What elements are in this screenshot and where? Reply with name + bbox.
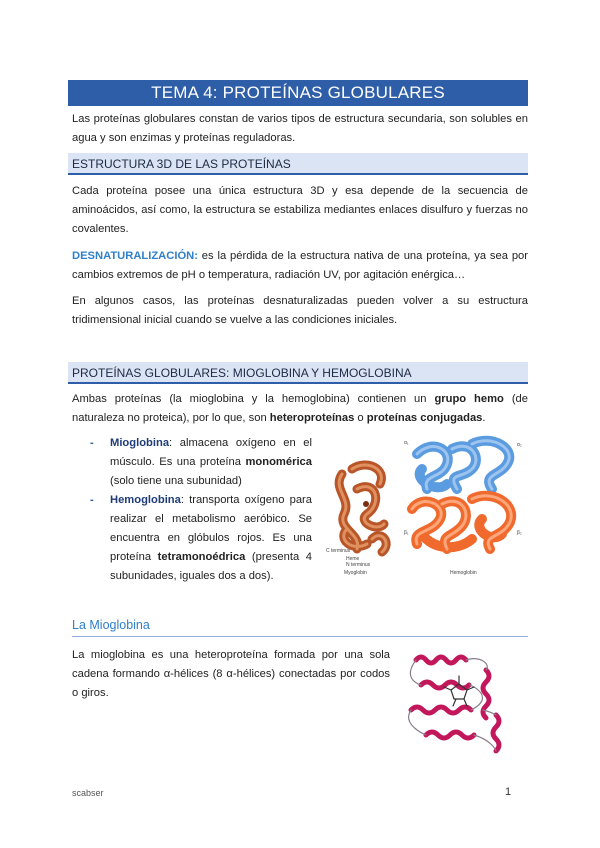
- term-heteroproteinas: heteroproteínas: [269, 412, 355, 424]
- hemoglobin-structure-icon: [412, 441, 511, 549]
- text-fragment: : almacena oxígeno en el músculo. Es una proteína: [110, 437, 312, 468]
- intro-paragraph: Las proteínas globulares constan de varios tipos de estructura secundaria, son solubles en agua y son enzimas y proteínas reguladoras.: [72, 113, 528, 144]
- subsection-heading-mioglobina: La Mioglobina: [72, 618, 528, 637]
- term-grupo-hemo: grupo hemo: [434, 393, 504, 405]
- label-n-terminus: N terminus: [346, 562, 371, 568]
- term-proteinas-conjugadas: proteínas conjugadas: [366, 412, 483, 424]
- text-fragment: (solo tiene una subunidad): [110, 475, 242, 487]
- paragraph-desnaturalizacion: [72, 247, 528, 285]
- paragraph-estructura-3d: Cada proteína posee una única estructura 3D y esa depende de la secuencia de aminoácidos, así como, la estructura se estabiliza mediantes enlaces disulfuro y fuerzas no covalentes.: [72, 185, 528, 235]
- paragraph-renaturalizacion: En algunos casos, las proteínas desnaturalizadas pueden volver a su estructura tridimensional inicial cuando se vuelve a las condiciones iniciales.: [72, 295, 528, 326]
- bullet-dash: -: [90, 437, 94, 449]
- desnaturalizacion-text: es la pérdida de la estructura nativa de una proteína, ya sea por cambios extremos de pH o temperatura, radiación UV, por agitación enérgica…: [72, 250, 528, 281]
- section-heading-mioglobina-hemoglobina: PROTEÍNAS GLOBULARES: MIOGLOBINA Y HEMOGLOBINA: [68, 362, 528, 384]
- text-fragment: (de naturaleza no proteica), por lo que, son: [72, 393, 529, 424]
- text-fragment: : transporta oxígeno para realizar el metabolismo aeróbico. Se encuentra en glóbulos rojos. Es una proteína: [110, 494, 312, 563]
- page-title: TEMA 4: PROTEÍNAS GLOBULARES: [68, 80, 528, 106]
- bullet-hemoglobina: [90, 491, 312, 586]
- label-alpha1: α₁: [404, 440, 409, 446]
- myoglobin-hemoglobin-figure: [322, 434, 528, 580]
- label-hemoglobin: Hemoglobin: [450, 570, 477, 576]
- paragraph-mioglobina: La mioglobina es una heteroproteína formada por una sola cadena formando α-hélices (8 α-hélices) conectadas por codos o giros.: [72, 649, 390, 699]
- term-tetramonoedrica: tetramonoédrica: [157, 551, 246, 563]
- term-monomerica: monomérica: [245, 456, 312, 468]
- text-fragment: .: [482, 412, 486, 424]
- label-beta1: β₁: [404, 530, 409, 536]
- label-alpha2: α₂: [517, 442, 522, 448]
- bullet-dash: -: [90, 494, 94, 506]
- section-heading-estructura-3d: ESTRUCTURA 3D DE LAS PROTEÍNAS: [68, 153, 528, 175]
- label-beta2: β₂: [517, 530, 522, 536]
- term-hemoglobina: Hemoglobina: [110, 494, 181, 506]
- footer-author: scabser: [72, 788, 104, 798]
- bullet-list: [90, 434, 312, 586]
- page-number: 1: [505, 786, 512, 798]
- myoglobin-structure-icon: [339, 465, 386, 552]
- label-heme: Heme: [346, 556, 360, 562]
- term-desnaturalizacion: DESNATURALIZACIÓN:: [72, 250, 198, 262]
- text-fragment: Ambas proteínas (la mioglobina y la hemoglobina) contienen un: [72, 393, 435, 405]
- text-fragment: o: [354, 412, 367, 424]
- bullet-mioglobina: [90, 434, 312, 491]
- label-myoglobin: Myoglobin: [344, 570, 367, 576]
- label-c-terminus: C terminus: [326, 548, 351, 554]
- text-fragment: (presenta 4 subunidades, iguales dos a dos).: [110, 551, 312, 582]
- term-mioglobina: Mioglobina: [110, 437, 170, 449]
- paragraph-grupo-hemo: [72, 390, 528, 428]
- myoglobin-ribbon-icon: [396, 640, 520, 768]
